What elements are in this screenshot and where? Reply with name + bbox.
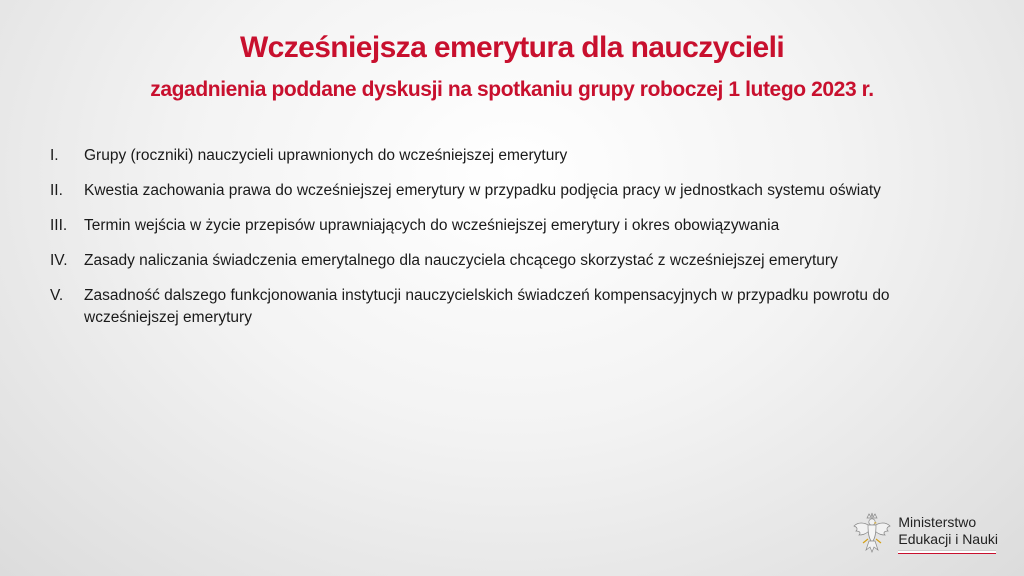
ministry-name-line2-text: Edukacji i Nauki — [898, 531, 998, 547]
agenda-list — [50, 145, 980, 342]
list-item-numeral: V. — [50, 287, 64, 304]
list-item-text: Termin wejścia w życie przepisów uprawniających do wcześniejszej emerytury i okres obowiązywania — [84, 217, 780, 234]
list-item — [50, 285, 980, 329]
list-item-text: Zasady naliczania świadczenia emerytalnego dla nauczyciela chcącego skorzystać z wcześniejszej emerytury — [84, 252, 838, 269]
list-item-text: Zasadność dalszego funkcjonowania instytucji nauczycielskich świadczeń kompensacyjnych w przypadku powrotu do wcześniejszej emerytury — [84, 287, 890, 326]
ministry-name-line2 — [898, 531, 998, 554]
list-item-numeral: I. — [50, 147, 59, 164]
slide-title: Wcześniejsza emerytura dla nauczycieli — [239, 31, 785, 64]
ministry-name-line1: Ministerstwo — [898, 514, 977, 530]
list-item-numeral: III. — [50, 217, 68, 234]
list-item-text: Grupy (roczniki) nauczycieli uprawnionych do wcześniejszej emerytury — [84, 147, 568, 164]
list-item-numeral: IV. — [50, 252, 68, 269]
list-item — [50, 145, 980, 167]
ministry-name — [898, 514, 998, 554]
slide-subtitle: zagadnienia poddane dyskusji na spotkaniu grupy roboczej 1 lutego 2023 r. — [150, 78, 874, 101]
flag-stripe — [898, 550, 996, 554]
list-item-text: Kwestia zachowania prawa do wcześniejszej emerytury w przypadku podjęcia pracy w jednostkach systemu oświaty — [84, 182, 881, 199]
list-item — [50, 180, 980, 202]
list-item-numeral: II. — [50, 182, 63, 199]
list-item — [50, 250, 980, 272]
ministry-logo — [852, 512, 998, 556]
eagle-icon — [852, 512, 892, 556]
list-item — [50, 215, 980, 237]
